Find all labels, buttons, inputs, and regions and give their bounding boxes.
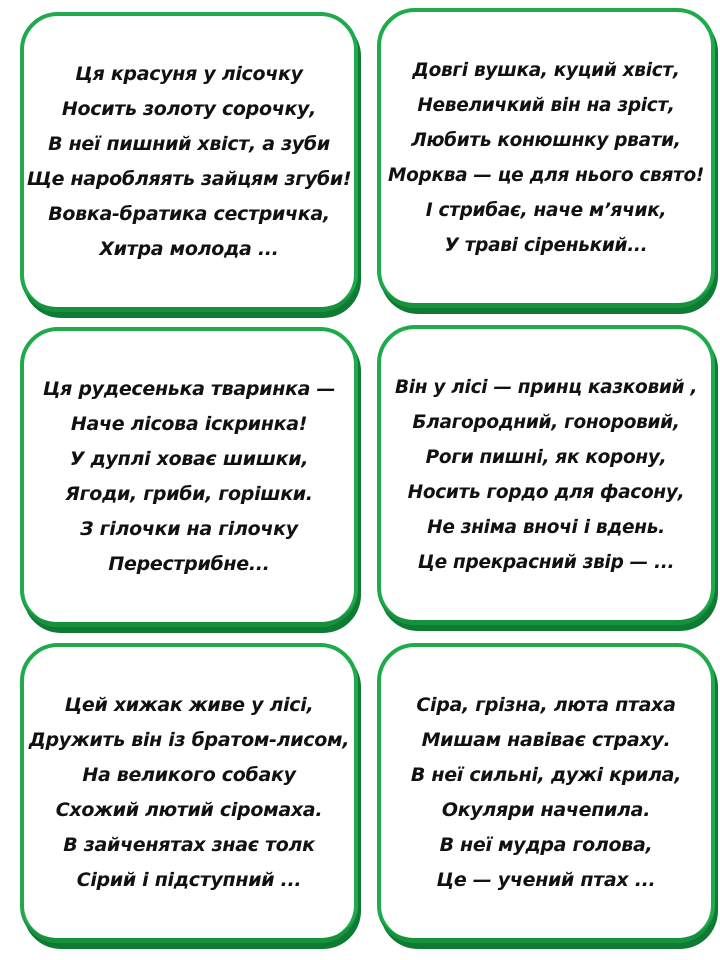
riddle-line: Носить золоту сорочку, — [61, 98, 317, 120]
riddle-line: Невеличкий він на зріст, — [417, 95, 675, 116]
riddle-line: В неї сильні, дужі крила, — [410, 764, 682, 786]
riddle-line: Наче лісова іскринка! — [70, 413, 308, 435]
riddle-line: Мишам навіває страху. — [421, 729, 671, 751]
riddle-card-squirrel — [20, 327, 358, 627]
riddle-line: Цей хижак живе у лісі, — [64, 694, 314, 716]
riddle-line: Ягоди, гриби, горішки. — [65, 483, 313, 505]
riddle-line: З гілочки на гілочку — [80, 518, 298, 540]
riddle-line: Хитра молода ... — [99, 238, 279, 260]
riddle-line: І стрибає, наче м’ячик, — [425, 200, 667, 221]
riddle-card-wolf — [20, 643, 358, 943]
riddle-card-fox — [20, 12, 358, 312]
riddle-line: Благородний, гоноровий, — [412, 412, 680, 433]
riddle-line: Морква — це для нього свято! — [387, 165, 705, 186]
riddle-line: У дуплі ховає шишки, — [69, 448, 309, 470]
riddle-card-hare — [377, 8, 715, 308]
riddle-line: Сіра, грізна, люта птаха — [416, 694, 676, 716]
riddle-line: Ця красуня у лісочку — [75, 63, 303, 85]
riddle-card-deer — [377, 325, 715, 625]
riddle-line: Вовка-братика сестричка, — [48, 203, 330, 225]
riddle-card-owl — [377, 643, 715, 943]
riddle-line: Схожий лютий сіромаха. — [55, 799, 323, 821]
riddle-line: В зайченятах знає толк — [63, 834, 315, 856]
riddle-line: Дружить він із братом-лисом, — [28, 729, 350, 751]
riddle-line: Сірий і підступний ... — [76, 869, 302, 891]
riddle-line: Ще наробляять зайцям згуби! — [26, 168, 352, 190]
riddle-line: В неї мудра голова, — [439, 834, 653, 856]
riddle-line: На великого собаку — [82, 764, 296, 786]
riddle-line: Любить конюшнку рвати, — [411, 130, 681, 151]
riddle-line: В неї пишний хвіст, а зуби — [48, 133, 330, 155]
riddle-line: Не зніма вночі і вдень. — [427, 517, 665, 538]
riddle-line: Ця рудесенька тваринка — — [42, 378, 336, 400]
riddle-line: Роги пишні, як корону, — [425, 447, 667, 468]
riddle-line: Окуляри начепила. — [441, 799, 651, 821]
riddle-line: Носить гордо для фасону, — [407, 482, 685, 503]
riddle-line: Це прекрасний звір — ... — [417, 552, 675, 573]
riddle-line: Це — учений птах ... — [436, 869, 656, 891]
riddle-line: Довгі вушка, куций хвіст, — [412, 60, 680, 81]
riddle-line: Перестрибне... — [108, 553, 270, 575]
riddle-line: Він у лісі — принц казковий , — [394, 377, 698, 398]
riddle-line: У траві сіренький... — [444, 235, 648, 256]
